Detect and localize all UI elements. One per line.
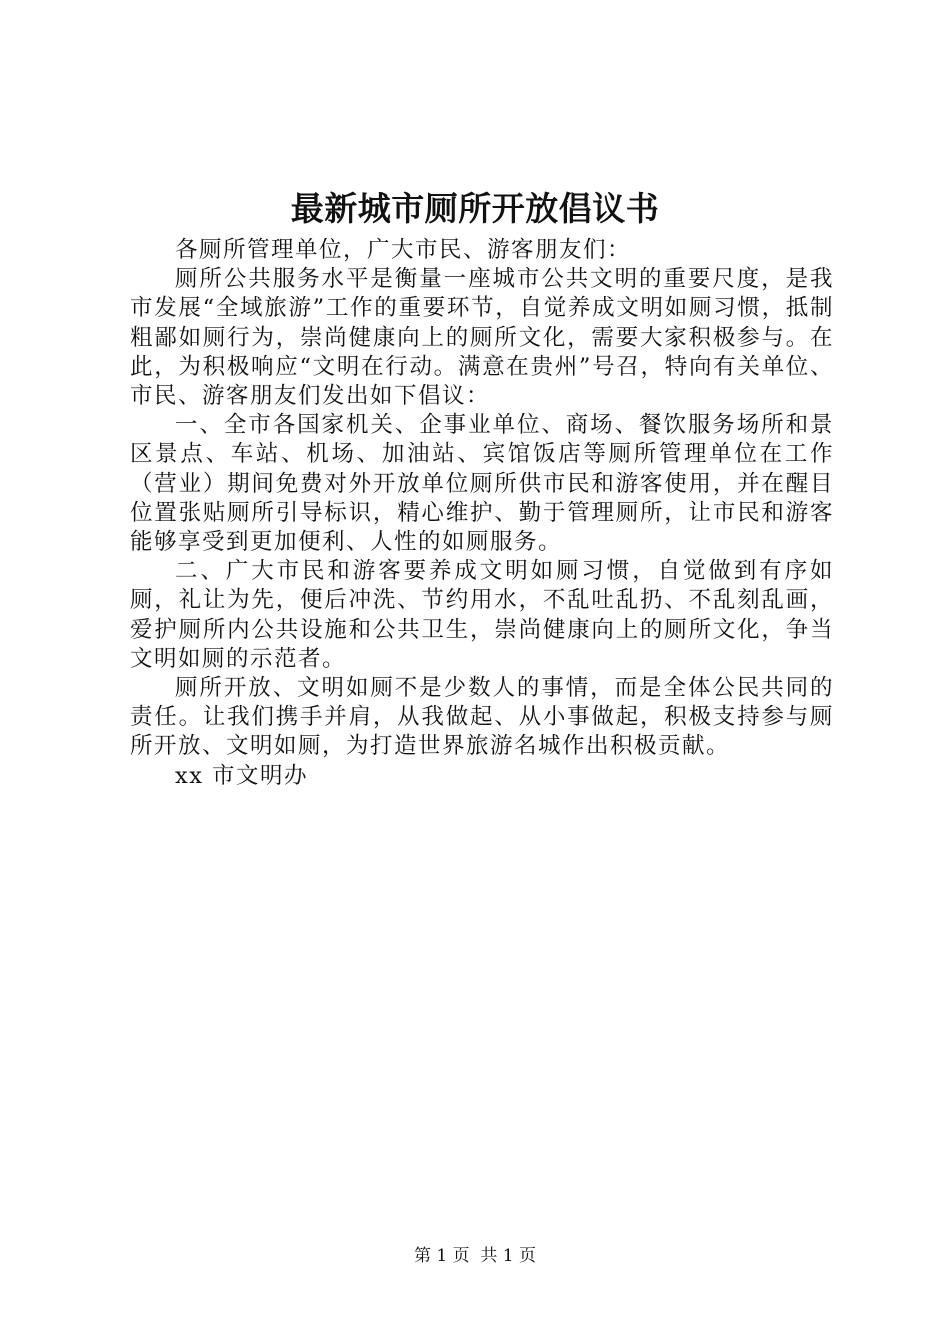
page-footer <box>0 1244 950 1268</box>
paragraph-proposal-1: 一、全市各国家机关、企事业单位、商场、餐饮服务场所和景区景点、车站、机场、加油站、宾馆饭店等厕所管理单位在工作（营业）期间免费对外开放单位厕所供市民和游客使用，并在醒目位置张贴厕所引导标识，精心维护、勤于管理厕所，让市民和游客能够享受到更加便利、人性的如厕服务。 <box>130 412 834 556</box>
document-body <box>130 236 834 791</box>
paragraph-intro: 厕所公共服务水平是衡量一座城市公共文明的重要尺度，是我市发展“全域旅游”工作的重要环节，自觉养成文明如厕习惯，抵制粗鄙如厕行为，崇尚健康向上的厕所文化，需要大家积极参与。在此，为积极响应“文明在行动。满意在贵州”号召，特向有关单位、市民、游客朋友们发出如下倡议： <box>130 266 834 410</box>
signature: xx 市文明办 <box>175 762 309 789</box>
document-title: 最新城市厕所开放倡议书 <box>290 189 660 228</box>
paragraph-closing: 厕所开放、文明如厕不是少数人的事情，而是全体公民共同的责任。让我们携手并肩，从我做起、从小事做起，积极支持参与厕所开放、文明如厕，为打造世界旅游名城作出积极贡献。 <box>130 675 834 760</box>
greeting-line: 各厕所管理单位，广大市民、游客朋友们： <box>175 237 632 263</box>
paragraph-proposal-2: 二、广大市民和游客要养成文明如厕习惯，自觉做到有序如厕，礼让为先，便后冲洗、节约用水，不乱吐乱扔、不乱刻乱画，爱护厕所内公共设施和公共卫生，崇尚健康向上的厕所文化，争当文明如厕的示范者。 <box>130 558 834 672</box>
page-number: 第 1 页 共 1 页 <box>413 1246 537 1266</box>
